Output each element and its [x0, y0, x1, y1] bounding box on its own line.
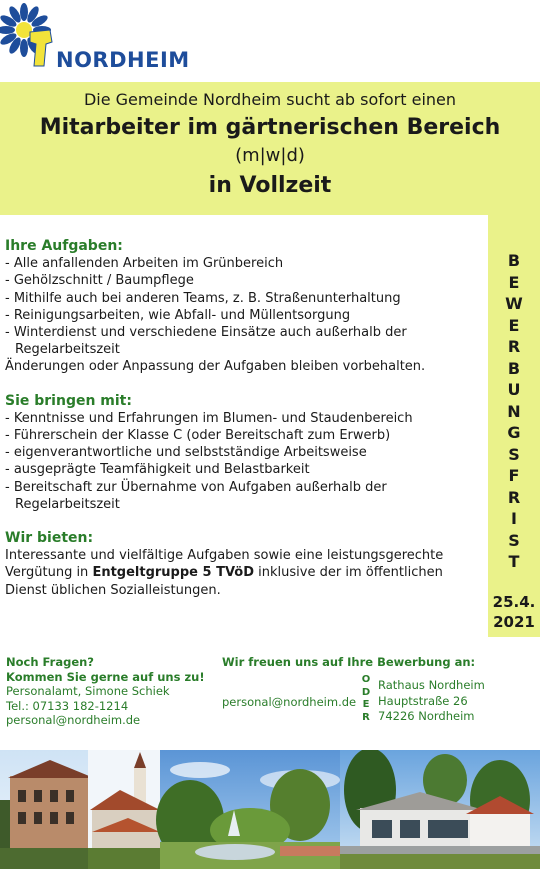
deadline-letter: R	[507, 337, 521, 356]
tasks-heading: Ihre Aufgaben:	[5, 238, 123, 254]
deadline-letter: B	[507, 358, 521, 378]
address-line: 74226 Nordheim	[378, 709, 475, 723]
deadline-letter: S	[508, 444, 520, 464]
requirement-item: - eigenverantwortliche und selbstständige Arbeitsweise	[5, 445, 367, 461]
or-letter: O	[361, 674, 371, 685]
deadline-letter: F	[508, 466, 520, 485]
task-item: - Mithilfe auch bei anderen Teams, z. B. Straßenunterhaltung	[5, 290, 401, 306]
postal-address	[378, 678, 485, 725]
gender-note: (m|w|d)	[235, 145, 305, 166]
task-item: - Alle anfallenden Arbeiten im Grünbereich	[5, 256, 284, 272]
task-item: - Winterdienst und verschiedene Einsätze auch außerhalb der	[5, 325, 407, 341]
requirements-heading: Sie bringen mit:	[5, 392, 132, 409]
requirement-item: - Führerschein der Klasse C (oder Bereitschaft zum Erwerb)	[5, 428, 391, 444]
deadline-date-year: 2021	[493, 613, 535, 631]
job-title: Mitarbeiter im gärtnerischen Bereich	[39, 115, 501, 140]
offer-text-start: Interessante und vielfältige Aufgaben sowie eine leistungsgerechte Vergütung in	[5, 548, 444, 581]
offer-text	[5, 547, 483, 599]
contact-info	[6, 655, 205, 728]
sunflower-logo-icon	[0, 2, 58, 72]
contact-invite: Kommen Sie gerne auf uns zu!	[6, 669, 205, 684]
header-band	[0, 82, 540, 215]
job-description	[5, 238, 483, 599]
pay-grade: Entgeltgruppe 5 TVöD	[92, 565, 255, 581]
requirement-item: Regelarbeitszeit	[15, 496, 120, 512]
requirement-item: - ausgeprägte Teamfähigkeit und Belastbarkeit	[5, 462, 310, 478]
deadline-letter: W	[505, 294, 523, 313]
intro-text: Die Gemeinde Nordheim sucht ab sofort einen	[83, 90, 457, 109]
address-line: Hauptstraße 26	[378, 693, 468, 708]
deadline-strip	[488, 215, 540, 637]
task-item: - Gehölzschnitt / Baumpflege	[5, 273, 194, 289]
offer-heading: Wir bieten:	[5, 530, 94, 547]
nordheim-logo	[0, 0, 200, 80]
town-photos-image	[0, 750, 540, 869]
deadline-letter: B	[507, 251, 521, 270]
task-item: Regelarbeitszeit	[15, 342, 120, 358]
requirement-item: - Kenntnisse und Erfahrungen im Blumen- und Staudenbereich	[5, 410, 413, 426]
or-letter: E	[362, 699, 370, 710]
or-letter: R	[362, 711, 370, 723]
deadline-date-day: 25.4.	[492, 593, 536, 611]
requirement-item: - Bereitschaft zur Übernahme von Aufgaben außerhalb der	[5, 479, 387, 495]
deadline-letter: U	[507, 380, 521, 399]
deadline-letter: G	[507, 423, 521, 442]
task-item: - Reinigungsarbeiten, wie Abfall- und Müllentsorgung	[5, 307, 351, 323]
contact-email[interactable]: personal@nordheim.de	[6, 713, 141, 727]
or-letter: D	[361, 686, 371, 698]
contact-person: Personalamt, Simone Schiek	[6, 684, 170, 698]
deadline-label	[488, 250, 540, 573]
deadline-letter: R	[507, 487, 521, 507]
deadline-letter: N	[507, 401, 521, 421]
deadline-letter: E	[508, 315, 520, 335]
deadline-letter: T	[508, 552, 520, 571]
contact-phone[interactable]: Tel.: 07133 182-1214	[6, 698, 129, 713]
application-heading: Wir freuen uns auf Ihre Bewerbung an:	[222, 655, 476, 669]
logo-wordmark: NORDHEIM	[56, 48, 190, 72]
deadline-letter: S	[508, 530, 520, 550]
or-label	[360, 674, 372, 724]
deadline-date	[488, 592, 540, 632]
deadline-letter: I	[511, 509, 517, 528]
application-email[interactable]: personal@nordheim.de	[222, 695, 357, 709]
photo-collage	[0, 750, 540, 869]
tasks-note: Änderungen oder Anpassung der Aufgaben bleiben vorbehalten.	[5, 359, 426, 375]
questions-heading: Noch Fragen?	[6, 655, 94, 669]
deadline-letter: E	[508, 272, 520, 292]
address-line: Rathaus Nordheim	[378, 678, 485, 692]
employment-type: in Vollzeit	[208, 173, 332, 198]
offer-text-end: inklusive der im öffentlichen Dienst üblichen Sozialleistungen.	[5, 565, 443, 598]
